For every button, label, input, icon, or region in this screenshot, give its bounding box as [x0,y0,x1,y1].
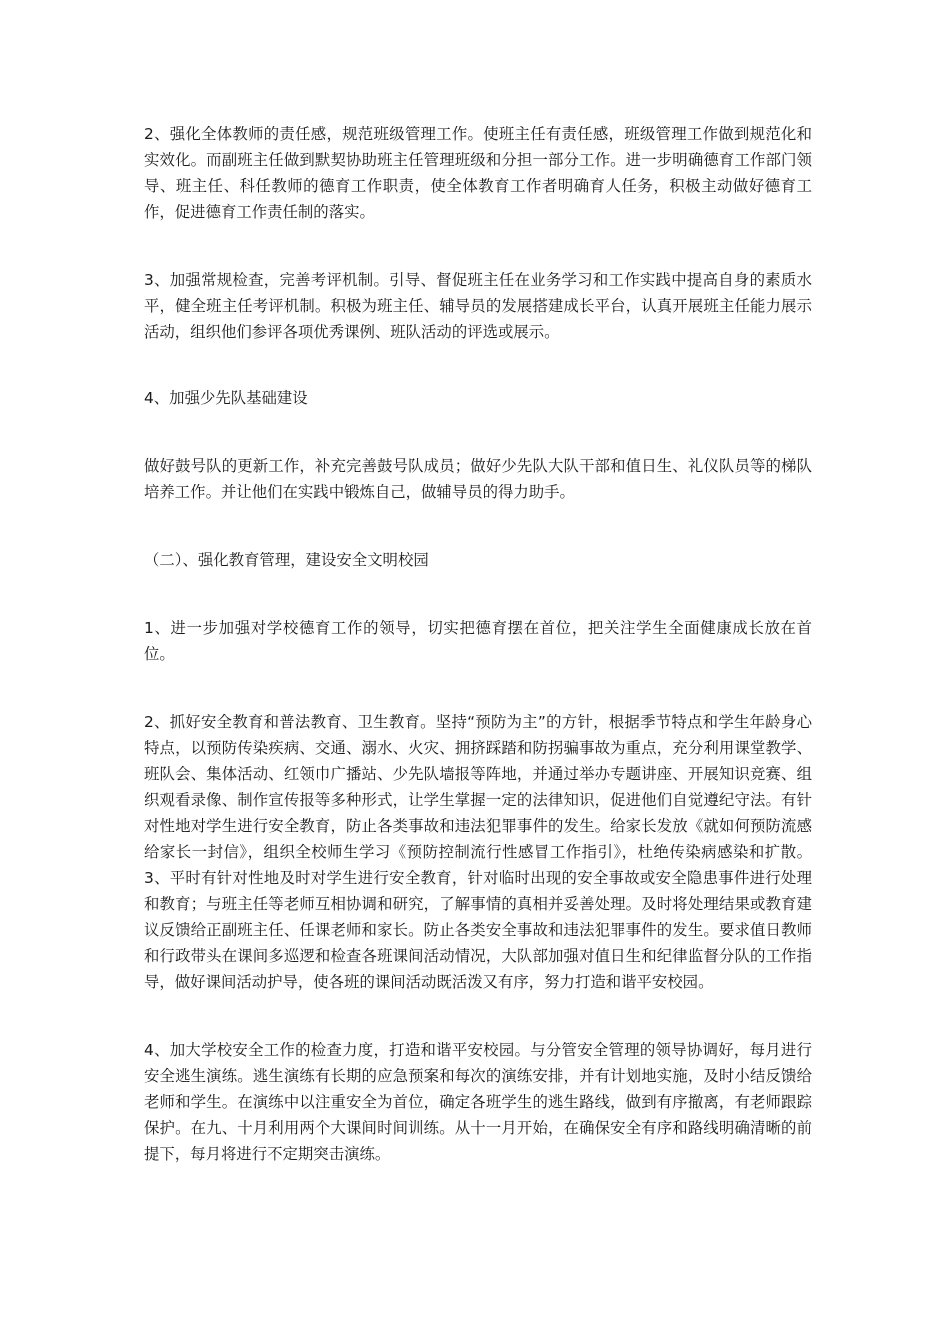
paragraph-safety-inspection: 4、加大学校安全工作的检查力度，打造和谐平安校园。与分管安全管理的领导协调好，每月进行安全逃生演练。逃生演练有长期的应急预案和每次的演练安排，并有计划地实施，及时小结反馈给老师和学生。在演练中以注重安全为首位，确定各班学生的逃生路线，做到有序撤离，有老师跟踪保护。在九、十月利用两个大课间时间训练。从十一月开始，在确保安全有序和路线明确清晰的前提下，每月将进行不定期突击演练。 [144,1041,812,1163]
paragraph-safety-education: 2、抓好安全教育和普法教育、卫生教育。坚持“预防为主”的方针，根据季节特点和学生年龄身心特点，以预防传染疾病、交通、溺水、火灾、拥挤踩踏和防拐骗事故为重点，充分利用课堂教学、班队会、集体活动、红领巾广播站、少先队墙报等阵地，并通过举办专题讲座、开展知识竞赛、组织观看录像、制作宣传报等多种形式，让学生掌握一定的法律知识，促进他们自觉遵纪守法。有针对性地对学生进行安全教育，防止各类事故和违法犯罪事件的发生。给家长发放《就如何预防流感给家长一封信》，组织全校师生学习《预防控制流行性感冒工作指引》，杜绝传染病感染和扩散。 3、平时有针对性地及时对学生进行安全教育，针对临时出现的安全事故或安全隐患事件进行处理和教育；与班主任等老师互相协调和研究，了解事情的真相并妥善处理。及时将处理结果或教育建议反馈给正副班主任、任课老师和家长。防止各类安全事故和违法犯罪事件的发生。要求值日教师和行政带头在课间多巡逻和检查各班课间活动情况，大队部加强对值日生和纪律监督分队的工作指导，做好课间活动护导，使各班的课间活动既活泼又有序，努力打造和谐平安校园。 [144,713,812,991]
paragraph-inspection: 3、加强常规检查，完善考评机制。引导、督促班主任在业务学习和工作实践中提高自身的素质水平，健全班主任考评机制。积极为班主任、辅导员的发展搭建成长平台，认真开展班主任能力展示活动，组织他们参评各项优秀课例、班队活动的评选或展示。 [144,271,812,341]
section-heading-safe-campus: （二）、强化教育管理，建设安全文明校园 [144,551,429,569]
paragraph-responsibility: 2、强化全体教师的责任感，规范班级管理工作。使班主任有责任感，班级管理工作做到规范化和实效化。而副班主任做到默契协助班主任管理班级和分担一部分工作。进一步明确德育工作部门领导、班主任、科任教师的德育工作职责，使全体教育工作者明确育人任务，积极主动做好德育工作，促进德育工作责任制的落实。 [144,125,812,221]
paragraph-drum-team: 做好鼓号队的更新工作，补充完善鼓号队成员；做好少先队大队干部和值日生、礼仪队员等的梯队培养工作。并让他们在实践中锻炼自己，做辅导员的得力助手。 [144,457,812,501]
paragraph-heading-young-pioneers: 4、加强少先队基础建设 [144,389,308,407]
paragraph-leadership: 1、进一步加强对学校德育工作的领导，切实把德育摆在首位，把关注学生全面健康成长放在首位。 [144,619,812,663]
document-body [144,121,812,1167]
